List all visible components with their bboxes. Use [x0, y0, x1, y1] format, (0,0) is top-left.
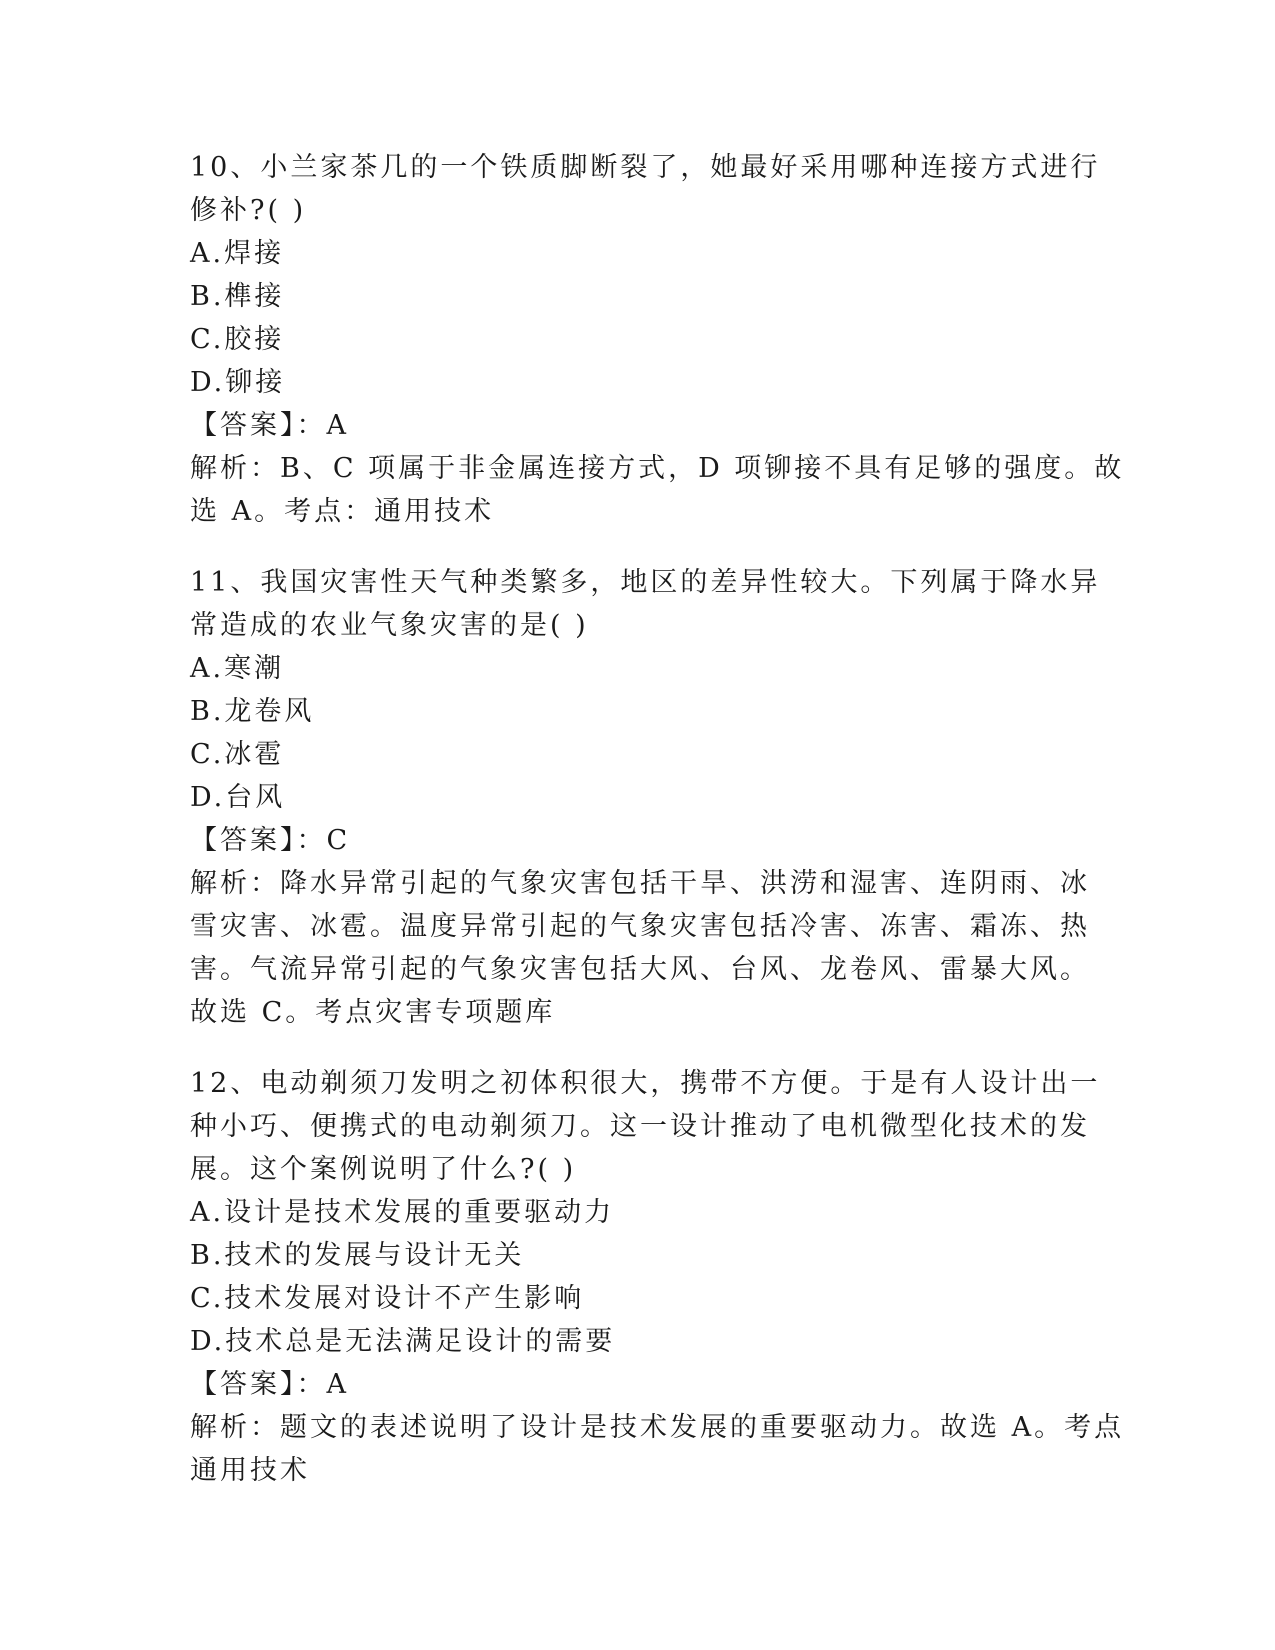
analysis-line: 故选 C。考点灾害专项题库 — [190, 997, 556, 1028]
option-d: D.铆接 — [190, 367, 286, 398]
question-11 — [190, 561, 1101, 1034]
analysis-line: 害。气流异常引起的气象灾害包括大风、台风、龙卷风、雷暴大风。 — [190, 954, 1090, 985]
analysis-line: 解析：降水异常引起的气象灾害包括干旱、洪涝和湿害、连阴雨、冰 — [190, 868, 1090, 899]
analysis-line: 解析：题文的表述说明了设计是技术发展的重要驱动力。故选 A。考点 — [190, 1412, 1125, 1443]
question-stem-line: 12、电动剃须刀发明之初体积很大，携带不方便。于是有人设计出一 — [190, 1068, 1101, 1099]
option-b: B.榫接 — [190, 281, 285, 312]
answer-line: 【答案】：C — [190, 825, 351, 856]
analysis-line: 雪灾害、冰雹。温度异常引起的气象灾害包括冷害、冻害、霜冻、热 — [190, 911, 1090, 942]
option-d: D.台风 — [190, 782, 286, 813]
question-stem-line: 10、小兰家茶几的一个铁质脚断裂了，她最好采用哪种连接方式进行 — [190, 152, 1101, 183]
analysis-line: 解析：B、C 项属于非金属连接方式，D 项铆接不具有足够的强度。故 — [190, 453, 1125, 484]
question-stem-line: 常造成的农业气象灾害的是( ) — [190, 610, 589, 641]
question-stem-line: 种小巧、便携式的电动剃须刀。这一设计推动了电机微型化技术的发 — [190, 1111, 1090, 1142]
option-b: B.龙卷风 — [190, 696, 315, 727]
question-list — [190, 146, 1125, 1520]
analysis-line: 选 A。考点：通用技术 — [190, 496, 495, 527]
option-a: A.焊接 — [190, 238, 285, 269]
question-12 — [190, 1062, 1125, 1492]
question-10 — [190, 146, 1125, 533]
answer-line: 【答案】：A — [190, 410, 349, 441]
option-b: B.技术的发展与设计无关 — [190, 1240, 525, 1271]
question-stem-line: 11、我国灾害性天气种类繁多，地区的差异性较大。下列属于降水异 — [190, 567, 1101, 598]
question-stem-line: 展。这个案例说明了什么?( ) — [190, 1154, 577, 1185]
option-a: A.设计是技术发展的重要驱动力 — [190, 1197, 615, 1228]
option-c: C.技术发展对设计不产生影响 — [190, 1283, 585, 1314]
answer-line: 【答案】：A — [190, 1369, 349, 1400]
option-c: C.冰雹 — [190, 739, 285, 770]
option-a: A.寒潮 — [190, 653, 285, 684]
option-d: D.技术总是无法满足设计的需要 — [190, 1326, 616, 1357]
question-stem-line: 修补?( ) — [190, 195, 307, 226]
analysis-line: 通用技术 — [190, 1455, 310, 1486]
option-c: C.胶接 — [190, 324, 285, 355]
